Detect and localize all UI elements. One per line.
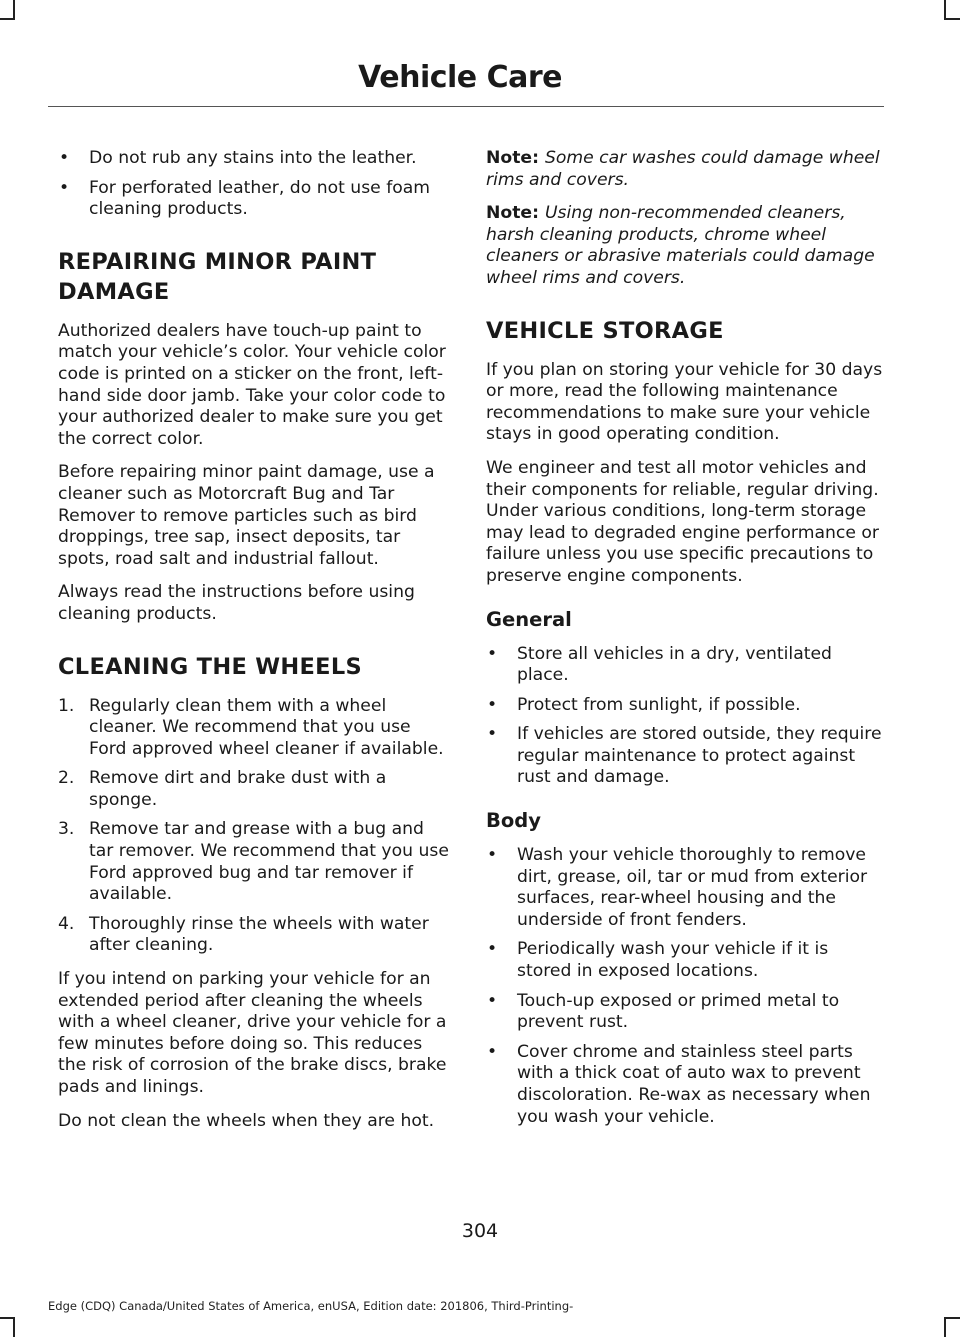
crop-mark	[944, 1317, 960, 1319]
list-item	[58, 914, 450, 957]
list-item	[486, 695, 884, 717]
section-heading-repairing-paint	[58, 247, 450, 307]
step-number: 3.	[58, 819, 75, 840]
body-bullet-list	[486, 845, 884, 1128]
note-text: Some car washes could damage wheel rims and covers.	[486, 148, 880, 190]
bullet-marker: •	[487, 990, 498, 1011]
list-item	[486, 724, 884, 789]
page-header-title: Vehicle Care	[358, 60, 562, 95]
crop-mark	[13, 0, 15, 20]
paragraph: Do not clean the wheels when they are hot.	[58, 1110, 435, 1131]
paragraph: Always read the instructions before using cleaning products.	[58, 582, 415, 624]
list-item	[58, 178, 450, 221]
section-heading-cleaning-wheels: CLEANING THE WHEELS	[58, 653, 362, 680]
list-item-text: Remove dirt and brake dust with a sponge.	[89, 768, 387, 810]
note-text: Using non-recommended cleaners, harsh cleaning products, chrome wheel cleaners or abrasive materials could damage wheel rims and covers.	[486, 203, 875, 288]
bullet-marker: •	[59, 148, 70, 168]
note-label: Note:	[486, 203, 539, 224]
bullet-marker: •	[487, 1041, 498, 1062]
list-item-text: Periodically wash your vehicle if it is stored in exposed locations.	[517, 939, 829, 982]
left-column	[58, 148, 450, 1144]
crop-mark	[944, 18, 960, 20]
paragraph: Authorized dealers have touch-up paint to match your vehicle’s color. Your vehicle color code is printed on a sticker on the front, left-hand side door jamb. Take your color code to your authorized dealer to make sure you get the correct color.	[58, 320, 446, 449]
list-item-text: Store all vehicles in a dry, ventilated place.	[517, 643, 832, 686]
crop-mark	[944, 1317, 946, 1337]
list-item-text: If vehicles are stored outside, they require regular maintenance to protect against rust and damage.	[517, 724, 882, 788]
list-item	[486, 939, 884, 982]
crop-mark	[13, 1317, 15, 1337]
subheading-general: General	[486, 607, 572, 631]
right-column	[486, 148, 884, 1140]
bullet-marker: •	[487, 939, 498, 960]
wheels-steps-list	[58, 696, 450, 958]
footer-edition-info: Edge (CDQ) Canada/United States of America, enUSA, Edition date: 201806, Third-Printing-	[48, 1299, 574, 1313]
list-item	[58, 819, 450, 905]
paragraph: If you intend on parking your vehicle for an extended period after cleaning the wheels with a wheel cleaner, drive your vehicle for a few minutes before doing so. This reduces the risk of corrosion of the brake discs, brake pads and linings.	[58, 969, 447, 1097]
step-number: 2.	[58, 768, 75, 789]
list-item-text: Do not rub any stains into the leather.	[89, 148, 417, 168]
page-number: 304	[461, 1220, 499, 1242]
list-item	[58, 768, 450, 811]
paragraph: Before repairing minor paint damage, use a cleaner such as Motorcraft Bug and Tar Remover to remove particles such as bird droppings, tree sap, insect deposits, tar spots, road salt and industrial fallout.	[58, 462, 435, 569]
bullet-marker: •	[487, 694, 498, 715]
list-item-text: Protect from sunlight, if possible.	[517, 694, 801, 715]
list-item-text: Touch-up exposed or primed metal to prevent rust.	[517, 990, 840, 1033]
paragraph: If you plan on storing your vehicle for 30 days or more, read the following maintenance recommendations to make sure your vehicle stays in good operating condition.	[486, 359, 883, 445]
bullet-marker: •	[487, 724, 498, 745]
heading-line: DAMAGE	[58, 278, 170, 305]
step-number: 4.	[58, 913, 75, 934]
list-item	[58, 696, 450, 761]
list-item	[58, 148, 450, 170]
note-label: Note:	[486, 148, 539, 168]
crop-mark	[0, 1317, 15, 1319]
bullet-marker: •	[487, 845, 498, 866]
paragraph: We engineer and test all motor vehicles and their components for reliable, regular driving. Under various conditions, long-term storage may lead to degraded engine performance or failure unless you use specific precautions to preserve engine components.	[486, 457, 879, 586]
list-item	[486, 991, 884, 1034]
list-item-text: Remove tar and grease with a bug and tar remover. We recommend that you use Ford approved bug and tar remover if available.	[89, 819, 449, 905]
section-heading-vehicle-storage: VEHICLE STORAGE	[486, 317, 724, 344]
list-item-text: Thoroughly rinse the wheels with water after cleaning.	[89, 913, 429, 956]
leather-bullet-list	[58, 148, 450, 221]
note	[486, 203, 884, 289]
list-item	[486, 644, 884, 687]
subheading-body: Body	[486, 809, 541, 833]
bullet-marker: •	[59, 177, 70, 198]
list-item	[486, 1042, 884, 1128]
bullet-marker: •	[487, 643, 498, 664]
crop-mark	[0, 18, 15, 20]
note	[486, 148, 884, 191]
list-item-text: Wash your vehicle thoroughly to remove dirt, grease, oil, tar or mud from exterior surfaces, rear-wheel housing and the underside of front fenders.	[517, 845, 868, 930]
step-number: 1.	[58, 695, 75, 716]
list-item	[486, 845, 884, 931]
heading-line: REPAIRING MINOR PAINT	[58, 248, 377, 275]
crop-mark	[944, 0, 946, 20]
header-divider	[48, 106, 884, 107]
list-item-text: Regularly clean them with a wheel cleaner. We recommend that you use Ford approved wheel cleaner if available.	[89, 695, 444, 759]
list-item-text: Cover chrome and stainless steel parts with a thick coat of auto wax to prevent discoloration. Re-wax as necessary when you wash your vehicle.	[517, 1041, 871, 1127]
general-bullet-list	[486, 644, 884, 790]
list-item-text: For perforated leather, do not use foam cleaning products.	[89, 177, 431, 220]
